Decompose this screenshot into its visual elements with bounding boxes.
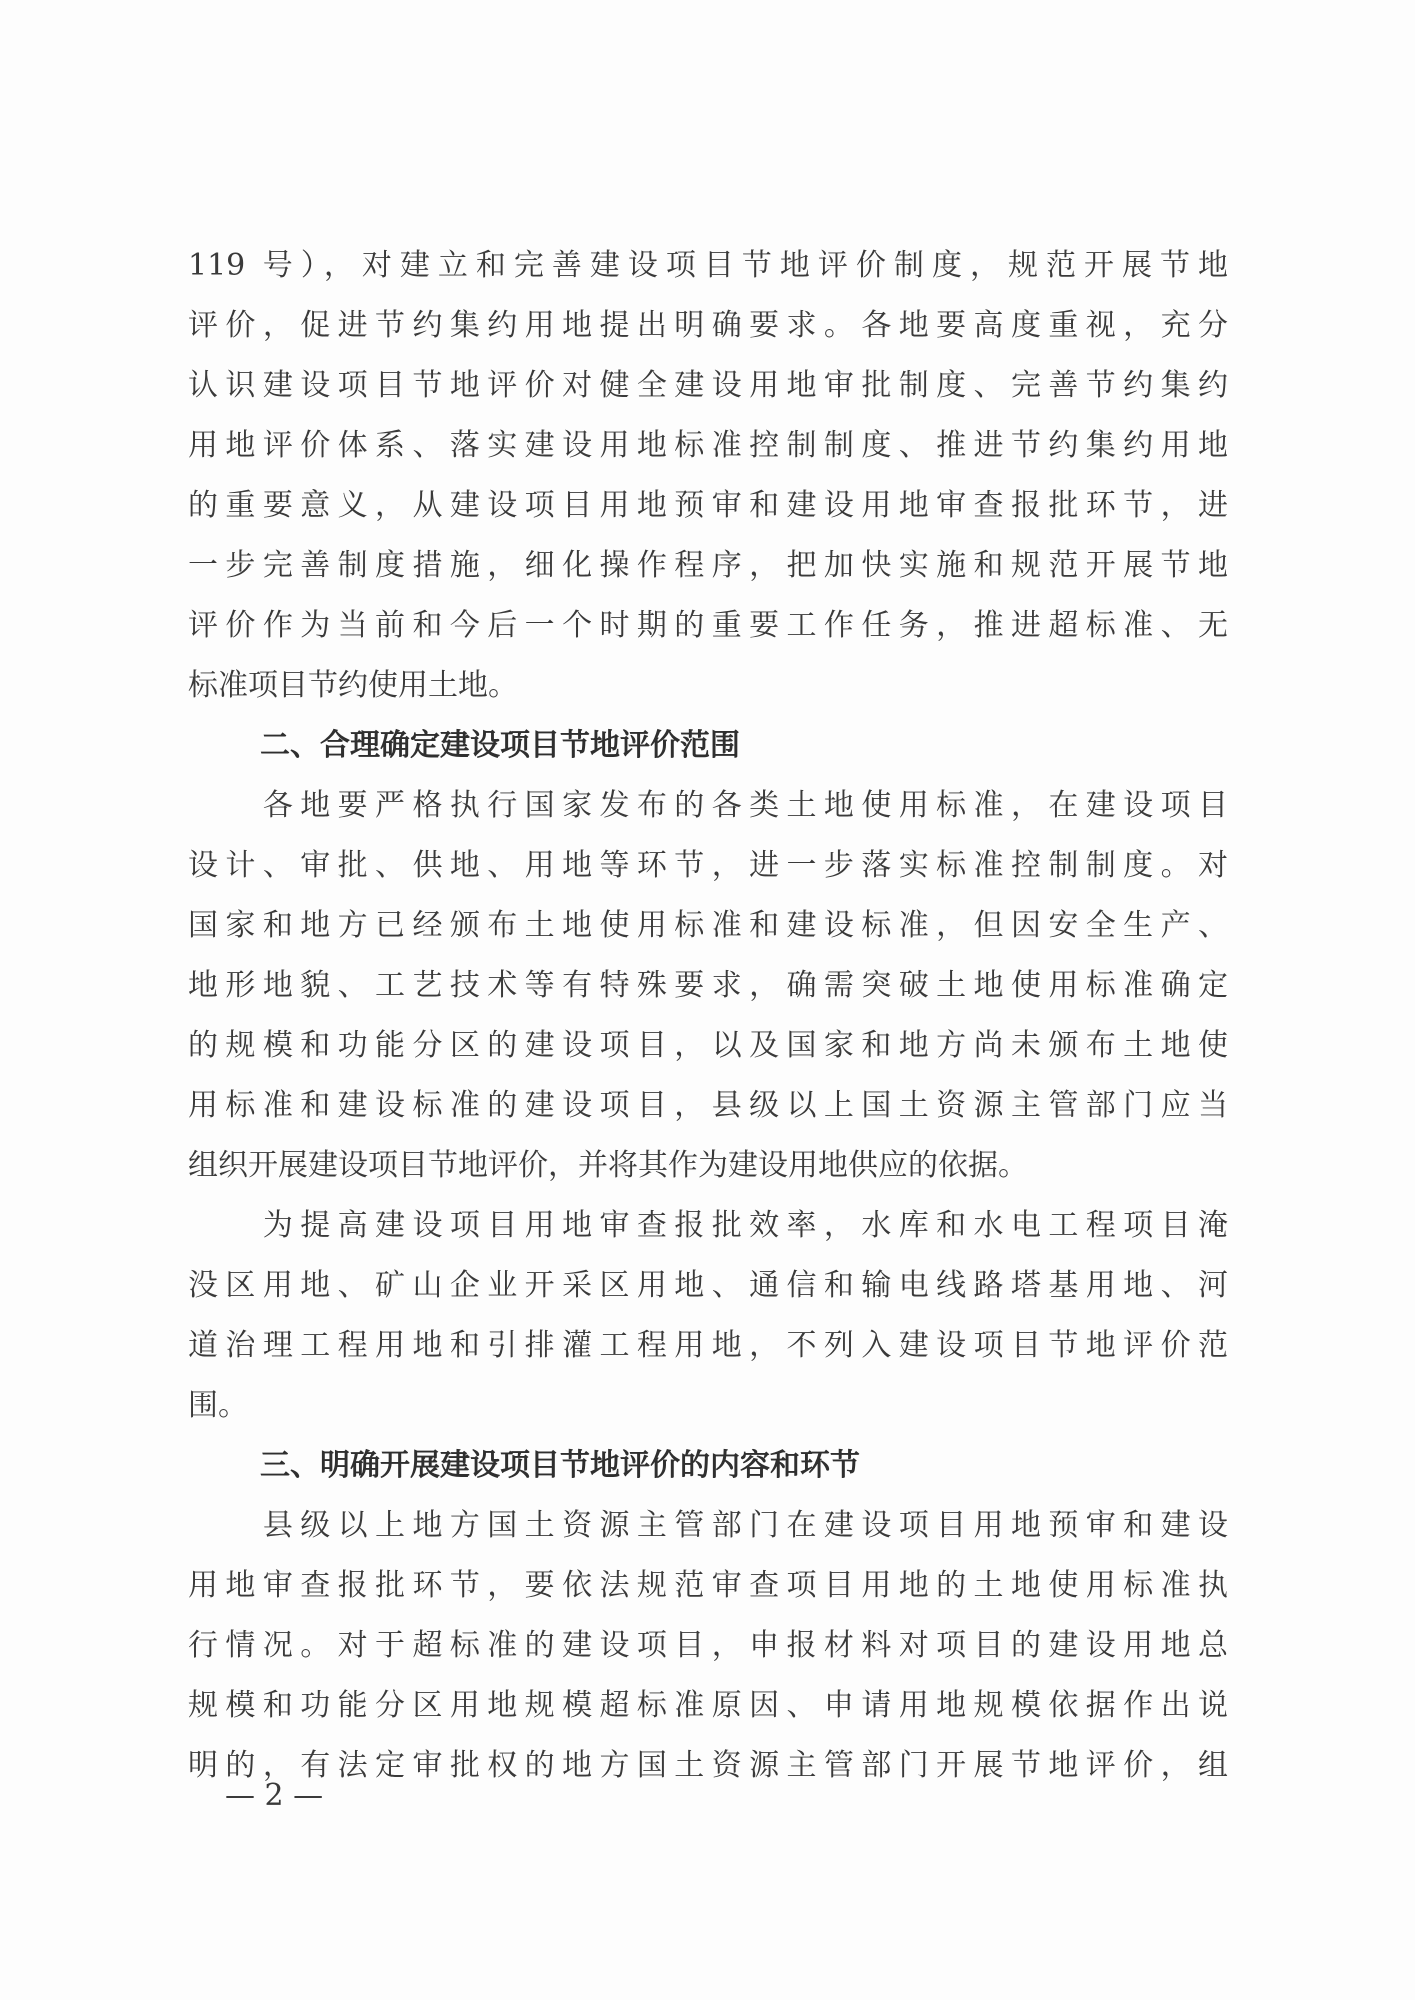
text-line: 一步完善制度措施，细化操作程序，把加快实施和规范开展节地 <box>188 548 1228 583</box>
text-line: 的重要意义，从建设项目用地预审和建设用地审查报批环节，进 <box>188 488 1228 523</box>
text-line: 围。 <box>188 1388 248 1423</box>
text-line: 国家和地方已经颁布土地使用标准和建设标准，但因安全生产、 <box>188 908 1228 943</box>
section-heading-3: 三、明确开展建设项目节地评价的内容和环节 <box>260 1448 860 1483</box>
text-line: 评价，促进节约集约用地提出明确要求。各地要高度重视，充分 <box>188 308 1228 343</box>
text-line: 没区用地、矿山企业开采区用地、通信和输电线路塔基用地、河 <box>188 1268 1228 1303</box>
text-line: 的规模和功能分区的建设项目，以及国家和地方尚未颁布土地使 <box>188 1028 1228 1063</box>
text-line: 用标准和建设标准的建设项目，县级以上国土资源主管部门应当 <box>188 1088 1228 1123</box>
text-line: 认识建设项目节地评价对健全建设用地审批制度、完善节约集约 <box>188 368 1228 403</box>
text-line: 明的，有法定审批权的地方国土资源主管部门开展节地评价，组 <box>188 1748 1228 1783</box>
text-line: 用地审查报批环节，要依法规范审查项目用地的土地使用标准执 <box>188 1568 1228 1603</box>
text-line: 县级以上地方国土资源主管部门在建设项目用地预审和建设 <box>188 1508 1228 1543</box>
text-line: 规模和功能分区用地规模超标准原因、申请用地规模依据作出说 <box>188 1688 1228 1723</box>
text-line: 119 号），对建立和完善建设项目节地评价制度，规范开展节地 <box>188 248 1228 283</box>
document-body <box>188 236 1228 1796</box>
text-line: 用地评价体系、落实建设用地标准控制制度、推进节约集约用地 <box>188 428 1228 463</box>
text-line: 地形地貌、工艺技术等有特殊要求，确需突破土地使用标准确定 <box>188 968 1228 1003</box>
text-line: 各地要严格执行国家发布的各类土地使用标准，在建设项目 <box>188 788 1228 823</box>
text-line: 评价作为当前和今后一个时期的重要工作任务，推进超标准、无 <box>188 608 1228 643</box>
text-line: 标准项目节约使用土地。 <box>188 668 518 703</box>
text-line: 设计、审批、供地、用地等环节，进一步落实标准控制制度。对 <box>188 848 1228 883</box>
text-line: 行情况。对于超标准的建设项目，申报材料对项目的建设用地总 <box>188 1628 1228 1663</box>
section-heading-2: 二、合理确定建设项目节地评价范围 <box>260 728 740 763</box>
text-line: 为提高建设项目用地审查报批效率，水库和水电工程项目淹 <box>188 1208 1228 1243</box>
text-line: 道治理工程用地和引排灌工程用地，不列入建设项目节地评价范 <box>188 1328 1228 1363</box>
text-line: 组织开展建设项目节地评价，并将其作为建设用地供应的依据。 <box>188 1148 1028 1183</box>
page-number: — 2 — <box>225 1778 324 1813</box>
